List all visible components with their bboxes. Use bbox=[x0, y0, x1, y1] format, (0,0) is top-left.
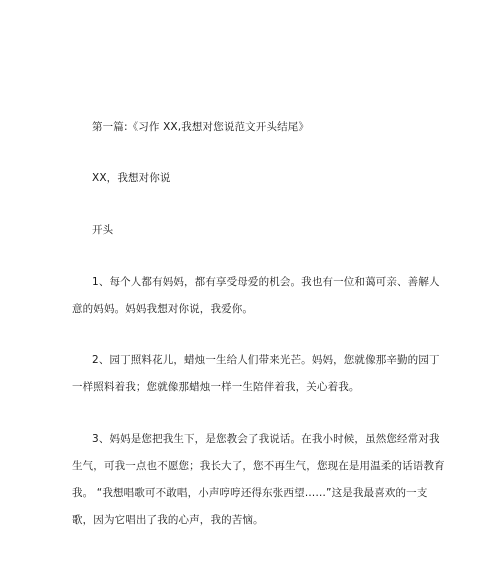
paragraph-line: 2、园丁照料花儿，蜡烛一生给人们带来光芒。妈妈，您就像那辛勤的园丁 bbox=[92, 354, 440, 366]
paragraph-line: 我。 “我想唱歌可不敢唱，小声哼哼还得东张西望……”这是我最喜欢的一支 bbox=[72, 487, 428, 499]
paragraph-1 bbox=[72, 269, 440, 323]
paragraph-line: 一样照料着我；您就像那蜡烛一样一生陪伴着我，关心着我。 bbox=[72, 381, 360, 393]
section-heading: 开头 bbox=[92, 224, 114, 236]
paragraph-3 bbox=[72, 426, 445, 534]
paragraph-line: 意的妈妈。妈妈我想对你说，我爱你。 bbox=[72, 303, 254, 315]
paragraph-line: 3、妈妈是您把我生下，是您教会了我说话。在我小时候，虽然您经常对我 bbox=[92, 433, 440, 445]
paragraph-line: 1、每个人都有妈妈，都有享受母爱的机会。我也有一位和蔼可亲、善解人 bbox=[92, 276, 440, 288]
document-title: 第一篇:《习作 XX,我想对您说范文开头结尾》 bbox=[92, 121, 310, 133]
paragraph-line: 歌，因为它唱出了我的心声，我的苦恼。 bbox=[72, 514, 264, 526]
paragraph-2 bbox=[72, 347, 440, 401]
paragraph-line: 生气，可我一点也不愿您；我长大了，您不再生气，您现在是用温柔的话语教育 bbox=[72, 460, 445, 472]
greeting-line: XX，我想对你说 bbox=[92, 172, 171, 184]
